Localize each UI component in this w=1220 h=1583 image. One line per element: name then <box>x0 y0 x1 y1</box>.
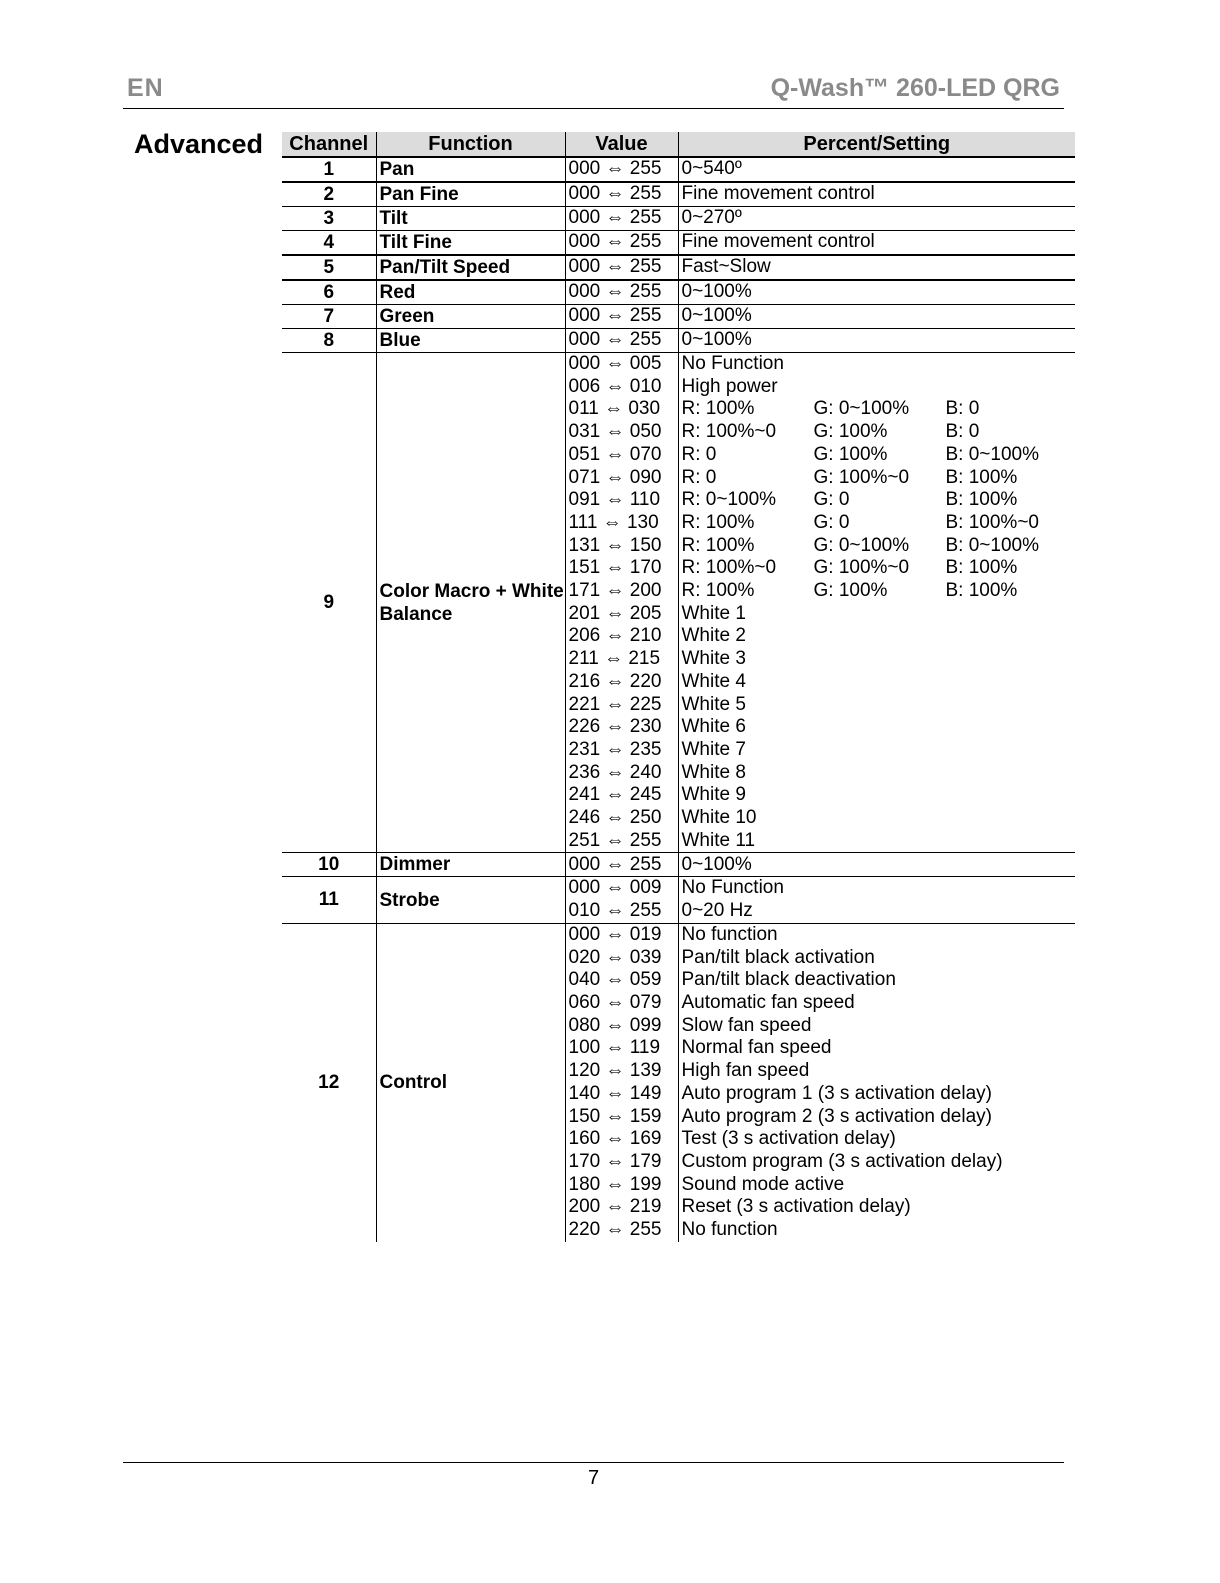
table-header <box>282 132 1075 157</box>
dmx-value-range: 246 ⇔ 250 <box>565 807 678 830</box>
dmx-value-range: 000 ⇔ 255 <box>565 207 678 231</box>
green-level: G: 100%~0 <box>813 557 910 579</box>
setting-text: 0~100% <box>678 853 1075 877</box>
channel-group <box>282 157 1075 182</box>
setting-text: No Function <box>678 353 1075 376</box>
table-row <box>282 853 1075 877</box>
function-name: Pan <box>376 157 565 182</box>
channel-number: 7 <box>323 305 335 327</box>
channel-number: 10 <box>318 853 340 875</box>
color-mix-setting <box>678 580 1075 603</box>
blue-level: B: 0 <box>945 398 980 420</box>
setting-text: High fan speed <box>678 1060 1075 1083</box>
channel-group <box>282 353 1075 853</box>
function-name: Red <box>376 280 565 305</box>
blue-level: B: 100% <box>945 580 1018 602</box>
channel-group <box>282 207 1075 231</box>
setting-text: 0~100% <box>678 280 1075 305</box>
color-mix-setting <box>678 512 1075 535</box>
dmx-value-range: 006 ⇔ 010 <box>565 376 678 399</box>
function-name: Pan/Tilt Speed <box>376 255 565 280</box>
setting-text: Automatic fan speed <box>678 992 1075 1015</box>
footer-divider <box>123 1462 1064 1463</box>
green-level: G: 0 <box>813 489 850 511</box>
dmx-value-range: 000 ⇔ 255 <box>565 329 678 353</box>
setting-text: Reset (3 s activation delay) <box>678 1196 1075 1219</box>
red-level: R: 100% <box>681 398 755 420</box>
dmx-channel-table <box>282 132 1075 1242</box>
channel-group <box>282 329 1075 353</box>
table-row <box>282 280 1075 305</box>
green-level: G: 0~100% <box>813 398 910 420</box>
function-name: Tilt Fine <box>376 231 565 256</box>
setting-text: Custom program (3 s activation delay) <box>678 1151 1075 1174</box>
channel-number: 4 <box>323 231 335 253</box>
setting-text: 0~100% <box>678 329 1075 353</box>
setting-text: Sound mode active <box>678 1174 1075 1197</box>
blue-level: B: 100% <box>945 489 1018 511</box>
channel-group <box>282 877 1075 923</box>
red-level: R: 100%~0 <box>681 421 777 443</box>
column-header-setting: Percent/Setting <box>678 132 1075 157</box>
dmx-value-range: 220 ⇔ 255 <box>565 1219 678 1242</box>
dmx-value-range: 150 ⇔ 159 <box>565 1106 678 1129</box>
header-language: EN <box>127 74 164 102</box>
dmx-value-range: 221 ⇔ 225 <box>565 694 678 717</box>
blue-level: B: 0~100% <box>945 443 1039 465</box>
setting-text: Normal fan speed <box>678 1037 1075 1060</box>
dmx-value-range: 200 ⇔ 219 <box>565 1196 678 1219</box>
dmx-value-range: 040 ⇔ 059 <box>565 969 678 992</box>
dmx-value-range: 131 ⇔ 150 <box>565 535 678 558</box>
dmx-value-range: 170 ⇔ 179 <box>565 1151 678 1174</box>
setting-text: White 11 <box>678 830 1075 853</box>
dmx-value-range: 060 ⇔ 079 <box>565 992 678 1015</box>
header-divider <box>123 108 1064 109</box>
color-mix-setting <box>678 398 1075 421</box>
color-mix-setting <box>678 444 1075 467</box>
table-row <box>282 923 1075 946</box>
dmx-value-range: 180 ⇔ 199 <box>565 1174 678 1197</box>
dmx-value-range: 071 ⇔ 090 <box>565 467 678 490</box>
channel-group <box>282 231 1075 256</box>
dmx-value-range: 000 ⇔ 005 <box>565 353 678 376</box>
dmx-value-range: 000 ⇔ 255 <box>565 280 678 305</box>
function-name: Blue <box>376 329 565 353</box>
green-level: G: 100% <box>813 421 888 443</box>
channel-number: 3 <box>323 207 335 229</box>
color-mix-setting <box>678 535 1075 558</box>
red-level: R: 0~100% <box>681 489 777 511</box>
dmx-value-range: 241 ⇔ 245 <box>565 784 678 807</box>
green-level: G: 100%~0 <box>813 466 910 488</box>
table-row <box>282 182 1075 207</box>
setting-text: No Function <box>678 877 1075 900</box>
dmx-value-range: 010 ⇔ 255 <box>565 900 678 923</box>
dmx-value-range: 080 ⇔ 099 <box>565 1015 678 1038</box>
blue-level: B: 100% <box>945 557 1018 579</box>
setting-text: No function <box>678 1219 1075 1242</box>
setting-text: Pan/tilt black activation <box>678 947 1075 970</box>
table-row <box>282 353 1075 376</box>
dmx-value-range: 251 ⇔ 255 <box>565 830 678 853</box>
channel-number: 8 <box>323 329 335 351</box>
dmx-value-range: 111 ⇔ 130 <box>565 512 678 535</box>
setting-text: White 3 <box>678 648 1075 671</box>
setting-text: White 8 <box>678 762 1075 785</box>
setting-text: Fine movement control <box>678 182 1075 207</box>
column-header-value: Value <box>565 132 678 157</box>
header-document-title: Q-Wash™ 260-LED QRG <box>770 74 1060 102</box>
dmx-value-range: 216 ⇔ 220 <box>565 671 678 694</box>
red-level: R: 100% <box>681 580 755 602</box>
dmx-value-range: 100 ⇔ 119 <box>565 1037 678 1060</box>
function-name: Dimmer <box>376 853 565 877</box>
function-name: Pan Fine <box>376 182 565 207</box>
dmx-value-range: 051 ⇔ 070 <box>565 444 678 467</box>
channel-group <box>282 255 1075 280</box>
setting-text: White 7 <box>678 739 1075 762</box>
setting-text: White 10 <box>678 807 1075 830</box>
page-number: 7 <box>587 1467 600 1489</box>
setting-text: Auto program 1 (3 s activation delay) <box>678 1083 1075 1106</box>
function-name: Color Macro + White Balance <box>376 353 565 853</box>
red-level: R: 0 <box>681 466 717 488</box>
channel-group <box>282 305 1075 329</box>
function-name: Green <box>376 305 565 329</box>
setting-text: 0~270º <box>678 207 1075 231</box>
channel-number: 5 <box>323 256 335 278</box>
dmx-value-range: 151 ⇔ 170 <box>565 557 678 580</box>
dmx-value-range: 091 ⇔ 110 <box>565 489 678 512</box>
dmx-value-range: 201 ⇔ 205 <box>565 603 678 626</box>
function-name: Control <box>376 923 565 1241</box>
setting-text: 0~20 Hz <box>678 900 1075 923</box>
blue-level: B: 0 <box>945 421 980 443</box>
dmx-value-range: 000 ⇔ 255 <box>565 231 678 256</box>
green-level: G: 100% <box>813 443 888 465</box>
channel-number: 11 <box>318 889 339 911</box>
setting-text: Fast~Slow <box>678 255 1075 280</box>
dmx-value-range: 000 ⇔ 255 <box>565 853 678 877</box>
dmx-value-range: 011 ⇔ 030 <box>565 398 678 421</box>
table-row <box>282 157 1075 182</box>
dmx-value-range: 160 ⇔ 169 <box>565 1128 678 1151</box>
dmx-value-range: 000 ⇔ 019 <box>565 923 678 946</box>
green-level: G: 0~100% <box>813 534 910 556</box>
setting-text: White 2 <box>678 625 1075 648</box>
setting-text: Slow fan speed <box>678 1015 1075 1038</box>
table-row <box>282 877 1075 900</box>
red-level: R: 100%~0 <box>681 557 777 579</box>
setting-text: White 6 <box>678 716 1075 739</box>
color-mix-setting <box>678 467 1075 490</box>
blue-level: B: 100%~0 <box>945 511 1039 533</box>
dmx-value-range: 236 ⇔ 240 <box>565 762 678 785</box>
green-level: G: 0 <box>813 511 850 533</box>
color-mix-setting <box>678 557 1075 580</box>
table-row <box>282 231 1075 256</box>
red-level: R: 100% <box>681 534 755 556</box>
section-title: Advanced <box>134 129 264 159</box>
dmx-value-range: 000 ⇔ 255 <box>565 255 678 280</box>
dmx-value-range: 140 ⇔ 149 <box>565 1083 678 1106</box>
setting-text: No function <box>678 923 1075 946</box>
color-mix-setting <box>678 421 1075 444</box>
column-header-channel: Channel <box>282 132 376 157</box>
channel-number: 6 <box>323 281 335 303</box>
function-name: Strobe <box>376 877 565 923</box>
channel-number: 2 <box>323 183 335 205</box>
dmx-value-range: 120 ⇔ 139 <box>565 1060 678 1083</box>
setting-text: White 5 <box>678 694 1075 717</box>
dmx-value-range: 000 ⇔ 255 <box>565 305 678 329</box>
dmx-value-range: 226 ⇔ 230 <box>565 716 678 739</box>
dmx-value-range: 171 ⇔ 200 <box>565 580 678 603</box>
green-level: G: 100% <box>813 580 888 602</box>
channel-number: 1 <box>323 158 335 180</box>
table-row <box>282 305 1075 329</box>
blue-level: B: 100% <box>945 466 1018 488</box>
red-level: R: 100% <box>681 511 755 533</box>
dmx-value-range: 000 ⇔ 009 <box>565 877 678 900</box>
setting-text: High power <box>678 376 1075 399</box>
dmx-value-range: 000 ⇔ 255 <box>565 182 678 207</box>
setting-text: Auto program 2 (3 s activation delay) <box>678 1106 1075 1129</box>
table-row <box>282 207 1075 231</box>
color-mix-setting <box>678 489 1075 512</box>
channel-group <box>282 853 1075 877</box>
dmx-value-range: 206 ⇔ 210 <box>565 625 678 648</box>
setting-text: Fine movement control <box>678 231 1075 256</box>
setting-text: Test (3 s activation delay) <box>678 1128 1075 1151</box>
setting-text: White 1 <box>678 603 1075 626</box>
channel-number: 12 <box>318 1071 340 1093</box>
blue-level: B: 0~100% <box>945 534 1039 556</box>
channel-group <box>282 182 1075 207</box>
table-row <box>282 329 1075 353</box>
setting-text: 0~540º <box>678 157 1075 182</box>
channel-group <box>282 923 1075 1241</box>
dmx-value-range: 020 ⇔ 039 <box>565 947 678 970</box>
channel-number: 9 <box>323 591 335 613</box>
function-name: Tilt <box>376 207 565 231</box>
table-row <box>282 255 1075 280</box>
channel-group <box>282 280 1075 305</box>
dmx-value-range: 211 ⇔ 215 <box>565 648 678 671</box>
setting-text: 0~100% <box>678 305 1075 329</box>
setting-text: White 4 <box>678 671 1075 694</box>
column-header-function: Function <box>376 132 565 157</box>
setting-text: White 9 <box>678 784 1075 807</box>
setting-text: Pan/tilt black deactivation <box>678 969 1075 992</box>
dmx-value-range: 031 ⇔ 050 <box>565 421 678 444</box>
dmx-value-range: 231 ⇔ 235 <box>565 739 678 762</box>
red-level: R: 0 <box>681 443 717 465</box>
dmx-value-range: 000 ⇔ 255 <box>565 157 678 182</box>
